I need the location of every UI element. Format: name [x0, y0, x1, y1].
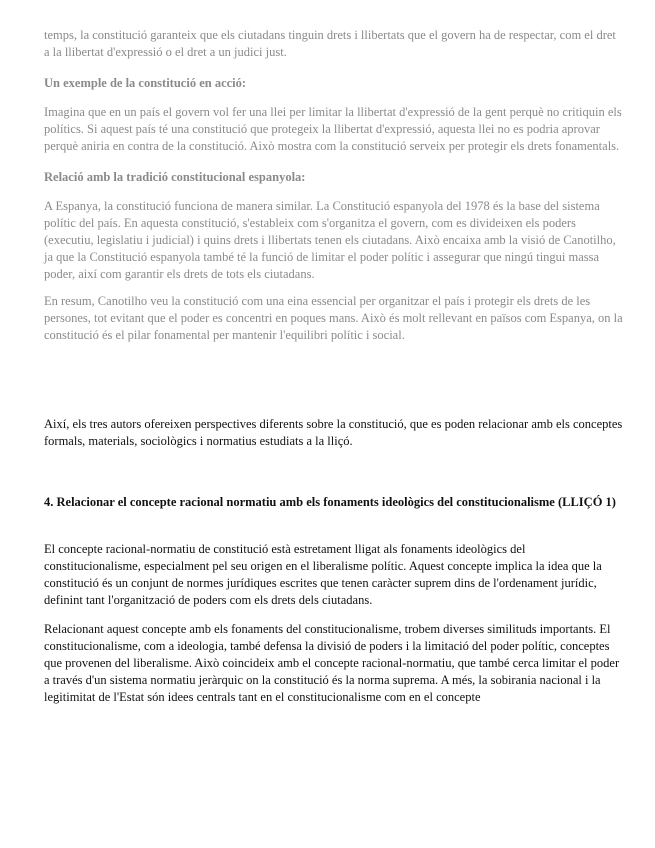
summary-paragraph: En resum, Canotilho veu la constitució com una eina essencial per organitzar el país i protegir els drets de les persones, tot evitant que el poder es concentri en poques mans. Això és molt rellevant en països com Espanya, on la constitució és el pilar fonamental per mantenir l'equilibri polític i social. — [44, 294, 623, 342]
conclusion-paragraph: Així, els tres autors ofereixen perspectives diferents sobre la constitució, que es poden relacionar amb els conceptes formals, materials, sociològics i normatius estudiats a la lliçó. — [44, 417, 623, 448]
body-paragraph-2: Relacionant aquest concepte amb els fonaments del constitucionalisme, trobem diverses similituds importants. El constitucionalisme, com a ideologia, també defensa la divisió de poders i la limitació del poder polític, conceptes que provenen del liberalisme. Això coincideix amb el concepte racional-normatiu, que també cerca limitar el poder a través d'un sistema normatiu jeràrquic on la constitució és la norma suprema. A més, la sobirania nacional i la legitimitat de l'Estat són idees centrals tant en el constitucionalisme com en el concepte — [44, 622, 620, 704]
faded-intro-paragraph: temps, la constitució garanteix que els ciutadans tinguin drets i llibertats que el govern ha de respectar, com el dret a la llibertat d'expressió o el dret a un judici just. — [44, 28, 616, 59]
tradition-paragraph: A Espanya, la constitució funciona de manera similar. La Constitució espanyola del 1978 és la base del sistema polític del país. En aquesta constitució, s'estableix com s'organitza el govern, com es divideixen els poders (executiu, legislatiu i judicial) i quins drets i llibertats tenen els ciutadans. Això encaixa amb la visió de Canotilho, ja que la Constitució espanyola també té la funció de limitar el poder polític i assegurar que ningú tingui massa poder, així com garantir els drets de tots els ciutadans. — [44, 199, 616, 281]
example-heading: Un exemple de la constitució en acció: — [44, 76, 247, 90]
section-heading: 4. Relacionar el concepte racional normatiu amb els fonaments ideològics del constitucionalisme (LLIÇÓ 1) — [44, 495, 616, 509]
body-paragraph-1: El concepte racional-normatiu de constitució està estretament lligat als fonaments ideològics del constitucionalisme, especialment pel seu origen en el liberalisme polític. Aquest concepte implica la idea que la constitució és un conjunt de normes jurídiques escrites que tenen caràcter suprem dins de l'ordenament jurídic, definint tant l'organització de poders com els drets dels ciutadans. — [44, 542, 602, 607]
example-paragraph: Imagina que en un país el govern vol fer una llei per limitar la llibertat d'expressió de la gent perquè no critiquin els polítics. Si aquest país té una constitució que protegeix la llibertat d'expressió, aquesta llei no es podria aprovar perquè aniria en contra de la constitució. Això mostra com la constitució serveix per protegir els drets fonamentals. — [44, 105, 622, 153]
document-page — [44, 27, 624, 706]
tradition-heading: Relació amb la tradició constitucional espanyola: — [44, 170, 306, 184]
